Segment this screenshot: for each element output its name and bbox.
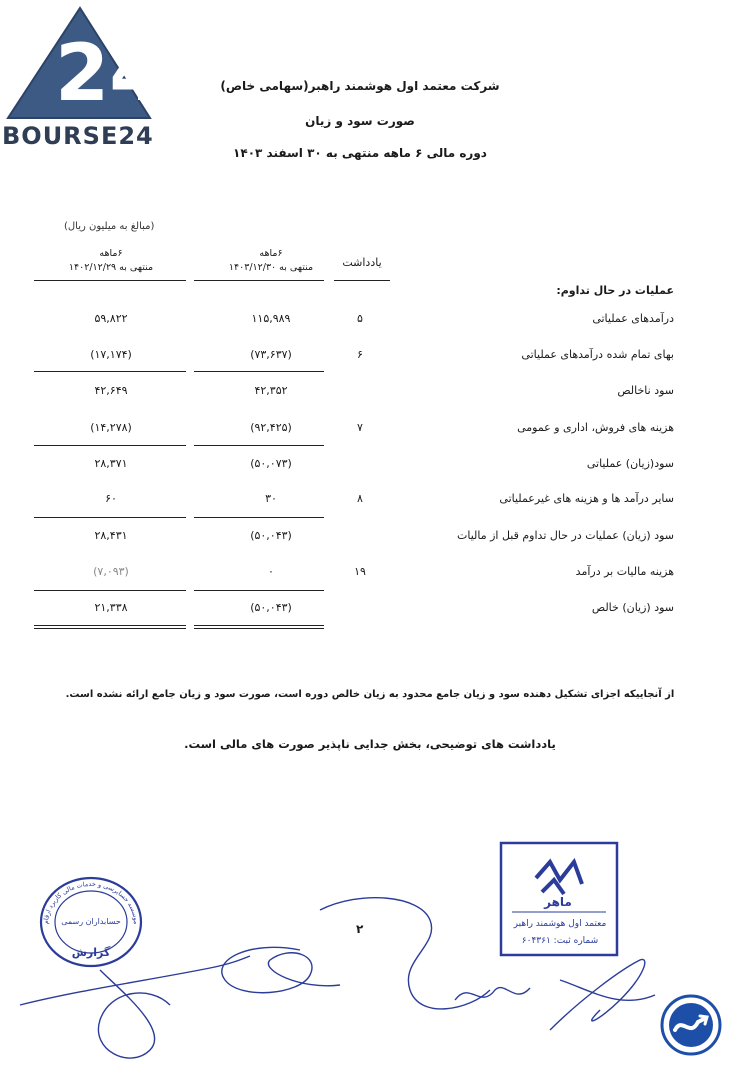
row-label: سود(زیان) عملیاتی xyxy=(586,457,674,470)
subtotal-rule-prior xyxy=(34,371,186,372)
period-title: دوره مالی ۶ ماهه منتهی به ۳۰ اسفند ۱۴۰۳ xyxy=(233,146,487,160)
row-value-current: ۳۰ xyxy=(265,492,277,505)
row-value-prior: (۷,۰۹۳) xyxy=(93,565,129,578)
total-double-rule-prior-1 xyxy=(34,625,186,626)
bourse-badge-icon xyxy=(660,994,722,1056)
subtotal-rule-current xyxy=(194,371,324,372)
company-stamp-line2: شماره ثبت: ۶۰۴۳۶۱ xyxy=(521,936,599,946)
row-value-prior: ۲۱,۳۳۸ xyxy=(94,601,128,614)
row-value-prior: ۶۰ xyxy=(105,492,117,505)
row-value-current: (۹۲,۴۲۵) xyxy=(250,421,292,434)
header-rule-prior xyxy=(34,280,186,281)
statement-title: صورت سود و زیان xyxy=(305,114,415,128)
footnote-comprehensive-income: از آنجاییکه اجزای تشکیل دهنده سود و زیان جامع محدود به زیان خالص دوره است، صورت سود و زیان جامع ارائه نشده است. xyxy=(65,689,675,700)
company-stamp-brand: ماهر xyxy=(544,895,572,909)
subtotal-rule-current xyxy=(194,445,324,446)
row-label: سود (زیان) عملیات در حال تداوم قبل از مالیات xyxy=(456,529,674,542)
signature-stroke-left xyxy=(20,956,250,1005)
row-value-current: (۵۰,۰۴۳) xyxy=(250,601,292,614)
row-note: ۷ xyxy=(357,421,363,434)
row-note: ۸ xyxy=(357,492,363,505)
row-value-prior: ۵۹,۸۲۲ xyxy=(94,312,128,325)
page-number: ۲ xyxy=(356,922,364,936)
row-value-current: ۱۱۵,۹۸۹ xyxy=(251,312,291,325)
row-value-prior: (۱۷,۱۷۴) xyxy=(90,348,132,361)
column-header-prior-bottom: منتهی به ۱۴۰۲/۱۲/۲۹ xyxy=(68,262,154,273)
signature-right-tail xyxy=(560,980,655,1000)
logo-wordmark: BOURSE24 xyxy=(2,122,154,150)
row-label: سود ناخالص xyxy=(617,384,674,397)
amount-unit-label: (مبالغ به میلیون ریال) xyxy=(64,221,155,232)
row-value-current: (۵۰,۰۴۳) xyxy=(250,529,292,542)
subtotal-rule-current xyxy=(194,590,324,591)
row-note: ۶ xyxy=(357,348,363,361)
subtotal-rule-prior xyxy=(34,445,186,446)
row-label: سود (زیان) خالص xyxy=(591,601,674,614)
row-value-prior: ۴۲,۶۴۹ xyxy=(94,384,128,397)
row-value-prior: ۲۸,۴۳۱ xyxy=(94,529,128,542)
subtotal-rule-prior xyxy=(34,590,186,591)
column-header-current-top: ۶ماهه xyxy=(259,248,283,259)
total-double-rule-current-1 xyxy=(194,625,324,626)
row-value-prior: (۱۴,۲۷۸) xyxy=(90,421,132,434)
row-note: ۵ xyxy=(357,312,363,325)
row-label: درآمدهای عملیاتی xyxy=(592,312,674,325)
signature-middle xyxy=(222,947,340,992)
auditor-stamp-line1: حسابداران رسمی xyxy=(61,917,121,926)
header-rule-current xyxy=(194,280,324,281)
row-value-prior: ۲۸,۳۷۱ xyxy=(94,457,128,470)
row-label: هزینه مالیات بر درآمد xyxy=(575,565,674,578)
row-label: هزینه های فروش، اداری و عمومی xyxy=(517,421,674,434)
section-title: عملیات در حال تداوم: xyxy=(556,284,674,297)
column-header-current-bottom: منتهی به ۱۴۰۳/۱۲/۳۰ xyxy=(228,262,314,273)
total-double-rule-prior-2 xyxy=(34,628,186,629)
row-note: ۱۹ xyxy=(354,565,366,578)
row-value-current: (۵۰,۰۷۳) xyxy=(250,457,292,470)
signature-scribble xyxy=(455,988,530,1000)
bourse24-logo-mark xyxy=(0,0,160,125)
signature-loop-left xyxy=(98,970,170,1058)
logo-mark-text: 24 xyxy=(55,29,160,119)
subtotal-rule-prior xyxy=(34,517,186,518)
footnote-notes-integral: یادداشت های توضیحی، بخش جدایی ناپذیر صورت های مالی است. xyxy=(184,737,556,751)
auditor-stamp-line2: گزارش xyxy=(71,946,111,959)
row-value-current: ۴۲,۳۵۲ xyxy=(254,384,288,397)
row-value-current: (۷۳,۶۳۷) xyxy=(250,348,292,361)
column-header-prior xyxy=(36,247,186,275)
row-value-current: ۰ xyxy=(268,565,274,578)
column-header-note: یادداشت xyxy=(342,256,382,269)
header-rule-note xyxy=(334,280,390,281)
signatures xyxy=(0,880,742,1076)
row-label: سایر درآمد ها و هزینه های غیرعملیاتی xyxy=(499,492,674,505)
auditor-stamp-ring-text: موسسه حسابرسی و خدمات مالی کاربرد ارقام xyxy=(41,879,141,925)
row-label: بهای تمام شده درآمدهای عملیاتی xyxy=(521,348,674,361)
subtotal-rule-current xyxy=(194,517,324,518)
column-header-current xyxy=(196,247,346,275)
company-stamp-line1: معتمد اول هوشمند راهبر xyxy=(513,919,607,929)
column-header-prior-top: ۶ماهه xyxy=(99,248,123,259)
total-double-rule-current-2 xyxy=(194,628,324,629)
company-name: شرکت معتمد اول هوشمند راهبر(سهامی خاص) xyxy=(220,79,500,93)
